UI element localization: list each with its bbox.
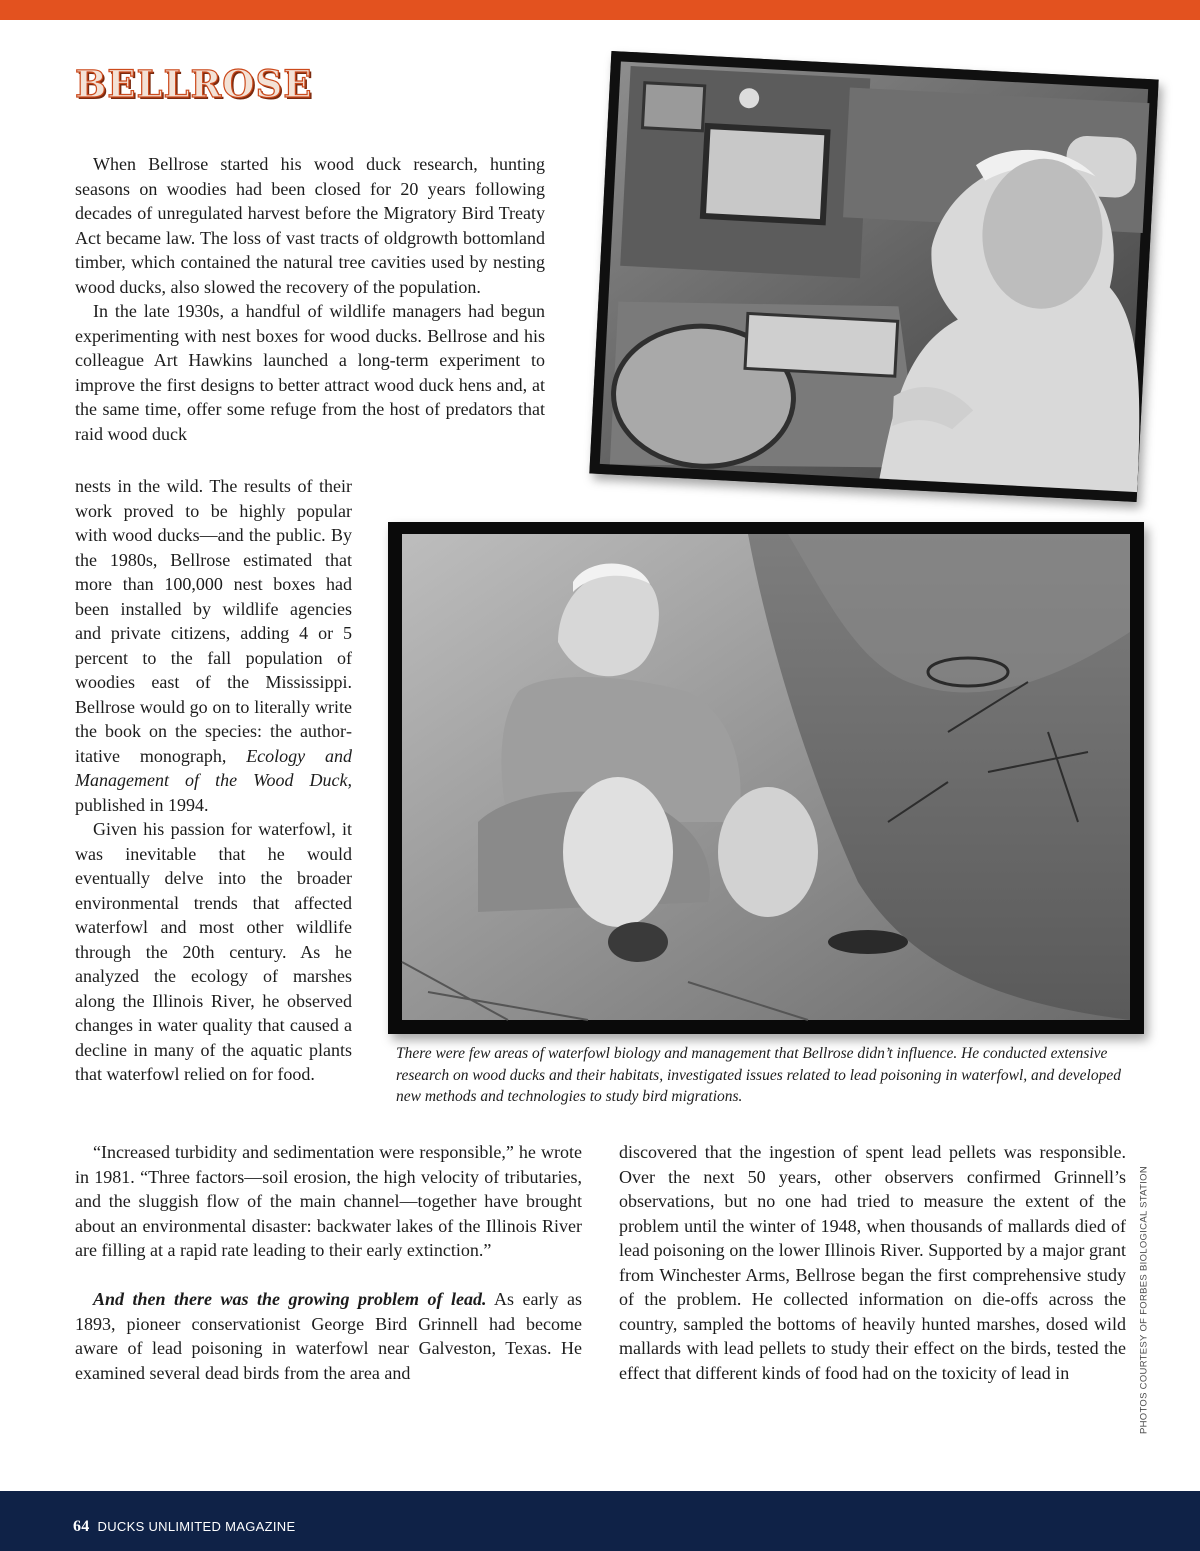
article-column-left-top — [75, 152, 545, 446]
page-footer — [0, 1491, 1200, 1551]
article-column-left-narrow — [75, 474, 352, 1087]
paragraph-lead-study: discovered that the ingestion of spent lead pellets was responsible. Over the next 50 years, other observers confirmed Grinnell’s observations, but no one had tried to measure the extent of the problem until the winter of 1948, when thousands of mallards died of lead poisoning on the lower Illinois River. Supported by a major grant from Winchester Arms, Bellrose began the first comprehensive study of the problem. He collected information on die-offs across the country, sampled the bottoms of heavily hunted marshes, dosed wild mallards with lead pellets to study their effect on the birds, tested the effect that different kinds of food had on the toxicity of lead in — [619, 1142, 1126, 1383]
article-column-left-bottom — [75, 1140, 582, 1385]
top-accent-bar — [0, 0, 1200, 20]
photo-bellrose-at-equipment-image — [589, 51, 1158, 502]
paragraph-lead-problem-body: As early as 1893, pioneer conservationist George Bird Grinnell had become aware of lead poisoning in waterfowl near Galveston, Texas. He examined several dead birds from the area and — [75, 1289, 582, 1383]
photo-bellrose-with-ducks-image — [388, 522, 1144, 1034]
paragraph-nest-boxes-end: published in 1994. — [75, 794, 209, 815]
paragraph-nest-boxes: In the late 1930s, a handful of wildlife managers had begun experimenting with nest boxes for wood ducks. Bellrose and his colleague Art Hawkins launched a long-term experiment to improve the first designs to better attract wood duck hens and, at the same time, offer some refuge from the host of predators that raid wood duck — [75, 301, 545, 444]
paragraph-wood-duck-research: When Bellrose started his wood duck research, hunting seasons on woodies had been closed for 20 years following decades of unregulated harvest before the Migratory Bird Treaty Act became law. The loss of vast tracts of oldgrowth bottomland timber, which contained the natural tree cavities used by nesting wood ducks, also slowed the recovery of the population. — [75, 154, 545, 297]
run-in-heading: And then there was the growing problem of lead. — [93, 1289, 487, 1309]
photo-credit-text: PHOTOS COURTESY OF FORBES BIOLOGICAL STATION — [1138, 1166, 1150, 1434]
photo-bellrose-at-equipment — [589, 51, 1158, 502]
publication-name: DUCKS UNLIMITED MAGAZINE — [97, 1519, 296, 1534]
paragraph-nest-boxes-body: nests in the wild. The results of their work proved to be highly popular with wood ducks—and the public. By the 1980s, Bellrose estimated that more than 100,000 nest boxes had been installed by wildlife agencies and private citizens, adding 4 or 5 percent to the fall population of woodies east of the Mississippi. Bellrose would go on to literally write the book on the species: the authoritative monograph, — [75, 476, 352, 766]
article-column-right-bottom — [619, 1140, 1126, 1385]
page-number: 64 — [73, 1518, 90, 1535]
photo-bellrose-with-ducks — [388, 522, 1144, 1034]
paragraph-nest-boxes-continued — [75, 474, 352, 817]
paragraph-environmental-trends: Given his passion for waterfowl, it was inevitable that he would eventually delve into the broader environmental trends that affected waterfowl and most other wildlife through the 20th century. As he analyzed the ecology of marshes along the Illinois River, he observed changes in water quality that caused a decline in many of the aquatic plants that waterfowl relied on for food. — [75, 819, 352, 1084]
paragraph-turbidity-quote: “Increased turbidity and sedimentation were responsible,” he wrote in 1981. “Three factors—soil erosion, the high velocity of tributaries, and the sluggish flow of the main channel—together have brought about an environmental disaster: backwater lakes of the Illinois River are filling at a rapid rate leading to their early extinction.” — [75, 1142, 582, 1260]
paragraph-lead-problem — [75, 1287, 582, 1385]
section-title: BELLROSE — [75, 62, 313, 106]
book-title: Ecology and Management of the Wood Duck, — [75, 745, 353, 790]
footer-folio — [73, 1518, 295, 1536]
photo-caption: There were few areas of waterfowl biology and management that Bellrose didn’t influence. He conducted extensive research on wood ducks and their habitats, investigated issues related to lead poisoning in waterfowl, and developed new methods and technologies to study bird migrations. — [396, 1045, 1121, 1105]
